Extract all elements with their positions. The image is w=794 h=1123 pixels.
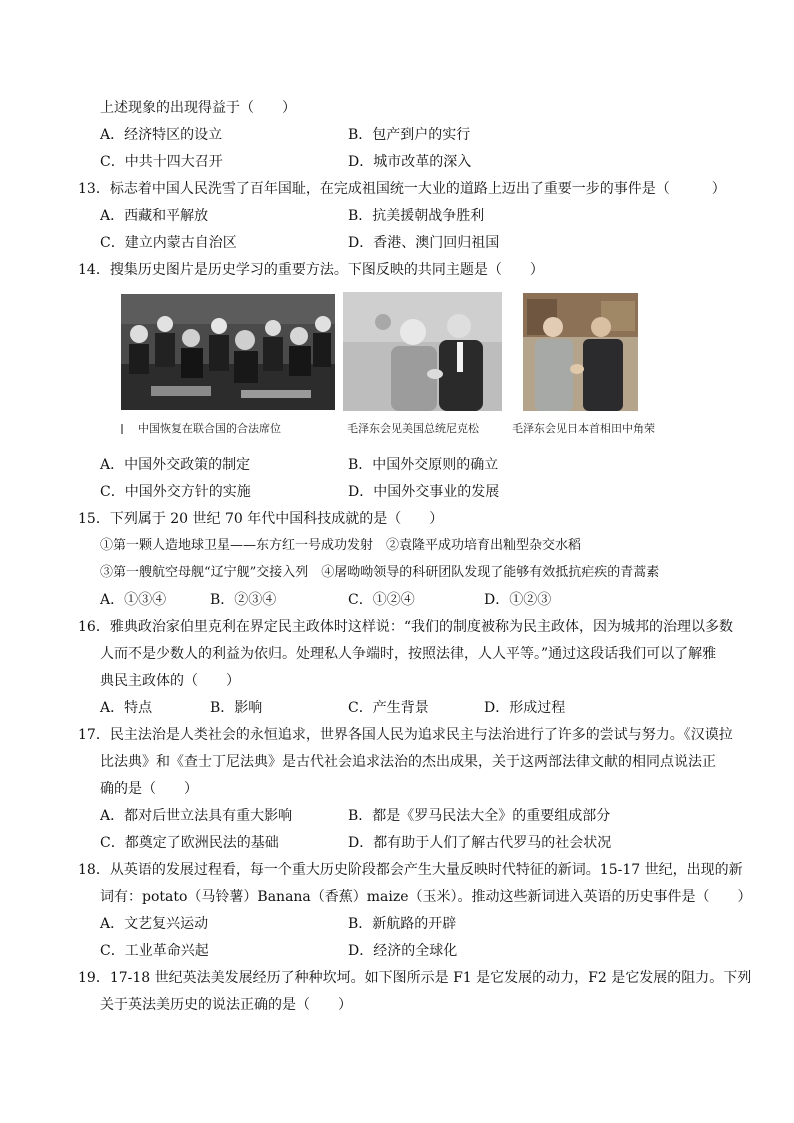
caption-mao-tanaka: 毛泽东会见日本首相田中角荣 bbox=[512, 422, 655, 435]
q15-option-c: C．①②④ bbox=[348, 592, 415, 608]
q16-option-c: C．产生背景 bbox=[348, 700, 429, 716]
q13-option-b: B．抗美援朝战争胜利 bbox=[348, 208, 485, 224]
q18-option-d: D．经济的全球化 bbox=[348, 943, 458, 959]
un-seat-photo bbox=[121, 294, 335, 410]
q14-option-a: A．中国外交政策的制定 bbox=[100, 457, 251, 473]
q18-option-a: A．文艺复兴运动 bbox=[100, 916, 209, 932]
q18-stem-line2: 词有：potato（马铃薯）Banana（香蕉）maize（玉米）。推动这些新词进入英语的历史事件是（ ） bbox=[100, 889, 752, 905]
q15-items-line1: ①第一颗人造地球卫星——东方红一号成功发射 ②袁隆平成功培育出籼型杂交水稻 bbox=[100, 538, 582, 553]
q15-option-b: B．②③④ bbox=[210, 592, 277, 608]
q17-option-b: B．都是《罗马民法大全》的重要组成部分 bbox=[348, 808, 611, 824]
q17-option-a: A．都对后世立法具有重大影响 bbox=[100, 808, 293, 824]
q14-option-d: D．中国外交事业的发展 bbox=[348, 484, 500, 500]
mao-nixon-photo bbox=[343, 292, 502, 411]
q12-option-a: A．经济特区的设立 bbox=[100, 127, 223, 143]
q18-stem-line1: 18．从英语的发展过程看，每一个重大历史阶段都会产生大量反映时代特征的新词。15-17 世纪，出现的新 bbox=[78, 862, 743, 878]
q16-stem-line3: 典民主政体的（ ） bbox=[100, 673, 240, 689]
mao-tanaka-photo bbox=[523, 293, 638, 411]
q16-option-d: D．形成过程 bbox=[484, 700, 566, 716]
caption-un-seat: 中国恢复在联合国的合法席位 bbox=[138, 422, 281, 435]
q13-stem: 13．标志着中国人民洗雪了百年国耻，在完成祖国统一大业的道路上迈出了重要一步的事件是（ ） bbox=[78, 181, 726, 197]
q16-option-a: A．特点 bbox=[100, 700, 153, 716]
q15-stem: 15．下列属于 20 世纪 70 年代中国科技成就的是（ ） bbox=[78, 511, 444, 527]
q17-stem-line1: 17．民主法治是人类社会的永恒追求，世界各国人民为追求民主与法治进行了许多的尝试与努力。《汉谟拉 bbox=[78, 727, 733, 743]
q18-option-c: C．工业革命兴起 bbox=[100, 943, 209, 959]
caption-marker bbox=[121, 424, 123, 434]
q17-option-c: C．都奠定了欧洲民法的基础 bbox=[100, 835, 279, 851]
q14-option-c: C．中国外交方针的实施 bbox=[100, 484, 251, 500]
q12-option-c: C．中共十四大召开 bbox=[100, 154, 223, 170]
q12-tail: 上述现象的出现得益于（ ） bbox=[100, 100, 296, 116]
q14-option-b: B．中国外交原则的确立 bbox=[348, 457, 499, 473]
q17-stem-line2: 比法典》和《查士丁尼法典》是古代社会追求法治的杰出成果，关于这两部法律文献的相同点说法正 bbox=[100, 754, 716, 770]
q18-option-b: B．新航路的开辟 bbox=[348, 916, 457, 932]
q13-option-a: A．西藏和平解放 bbox=[100, 208, 209, 224]
q17-stem-line3: 确的是（ ） bbox=[100, 781, 198, 797]
q15-items-line2: ③第一艘航空母舰“辽宁舰”交接入列 ④屠呦呦领导的科研团队发现了能够有效抵抗疟疾的青蒿素 bbox=[100, 565, 660, 580]
q13-option-c: C．建立内蒙古自治区 bbox=[100, 235, 237, 251]
q15-option-a: A．①③④ bbox=[100, 592, 167, 608]
q13-option-d: D．香港、澳门回归祖国 bbox=[348, 235, 500, 251]
q15-option-d: D．①②③ bbox=[484, 592, 552, 608]
q16-option-b: B．影响 bbox=[210, 700, 263, 716]
caption-mao-nixon: 毛泽东会见美国总统尼克松 bbox=[347, 422, 479, 435]
q16-stem-line2: 人而不是少数人的利益为依归。处理私人争端时，按照法律，人人平等。”通过这段话我们可以了解雅 bbox=[100, 646, 717, 662]
q12-option-d: D．城市改革的深入 bbox=[348, 154, 472, 170]
q12-option-b: B．包产到户的实行 bbox=[348, 127, 471, 143]
q17-option-d: D．都有助于人们了解古代罗马的社会状况 bbox=[348, 835, 612, 851]
q14-stem: 14．搜集历史图片是历史学习的重要方法。下图反映的共同主题是（ ） bbox=[78, 262, 544, 278]
q16-stem-line1: 16．雅典政治家伯里克利在界定民主政体时这样说：“我们的制度被称为民主政体，因为城邦的治理以多数 bbox=[78, 619, 733, 635]
q19-stem-line1: 19．17-18 世纪英法美发展经历了种种坎坷。如下图所示是 F1 是它发展的动力，F2 是它发展的阻力。下列 bbox=[78, 970, 752, 986]
q19-stem-line2: 关于英法美历史的说法正确的是（ ） bbox=[100, 997, 352, 1013]
